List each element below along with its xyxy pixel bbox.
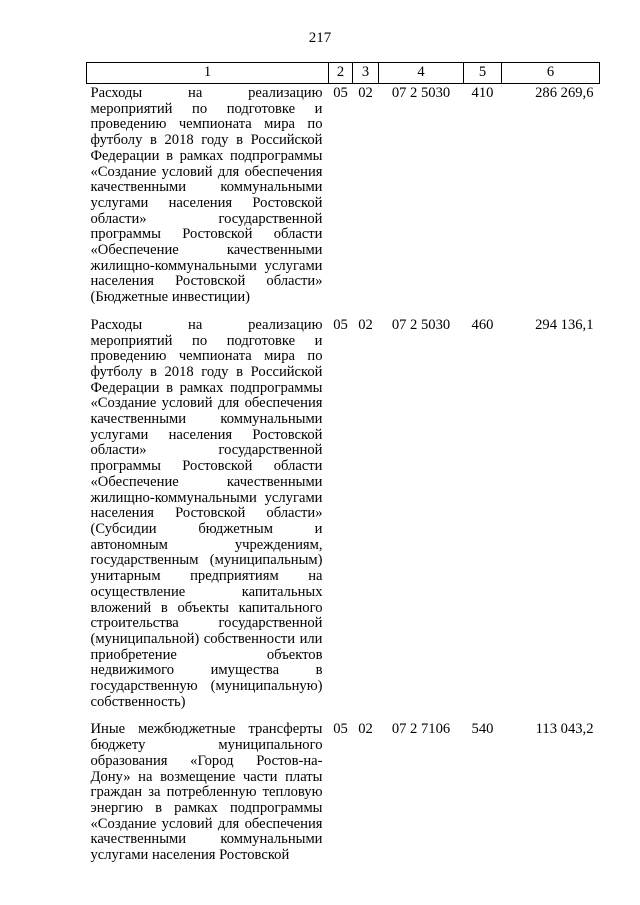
table-row [87,720,600,873]
table-row [87,316,600,721]
row-target-code: 07 2 5030 [391,85,451,101]
column-header-6: 6 [502,63,600,84]
column-header-1: 1 [87,63,329,84]
row-section-code: 05 [333,721,348,738]
row-expense-type-code: 540 [471,721,494,738]
row-amount: 113 043,2 [535,721,594,738]
row-description: Расходы на реализацию мероприятий по подготовке и проведению чемпионата мира по футболу в 2018 году в Российской Федерации в рамках подпрограммы «Создание условий для обеспечения качественными коммунальными услугами населения Ростовской области» государственной программы Ростовской области «Обеспечение качественными жилищно-коммунальными услугами населения Ростовской области» (Бюджетные инвестиции) [90,85,323,306]
table-header-row [87,63,600,84]
row-expense-type-code: 410 [471,85,494,101]
column-header-5: 5 [464,63,502,84]
budget-table [86,62,600,874]
row-subsection-code: 02 [358,316,373,333]
row-subsection-code: 02 [358,721,373,738]
table-row [87,84,600,316]
column-header-2: 2 [329,63,353,84]
row-amount: 294 136,1 [535,316,594,333]
column-header-3: 3 [353,63,379,84]
row-description: Иные межбюджетные трансферты бюджету муниципального образования «Город Ростов-на-Дону» на возмещение части платы граждан за потребленную тепловую энергию в рамках подпрограммы «Создание условий для обеспечения качественными коммунальными услугами населения Ростовской [90,721,323,864]
row-amount: 286 269,6 [535,85,594,101]
row-subsection-code: 02 [358,85,373,101]
page-number: 217 [308,30,332,46]
column-header-4: 4 [379,63,464,84]
row-target-code: 07 2 7106 [391,721,451,738]
row-expense-type-code: 460 [471,316,494,333]
row-section-code: 05 [333,316,348,333]
row-section-code: 05 [333,85,348,101]
row-target-code: 07 2 5030 [391,316,451,333]
row-description: Расходы на реализацию мероприятий по подготовке и проведению чемпионата мира по футболу в 2018 году в Российской Федерации в рамках подпрограммы «Создание условий для обеспечения качественными коммунальными услугами населения Ростовской области» государственной программы Ростовской области «Обеспечение качественными жилищно-коммунальными услугами населения Ростовской области» (Субсидии бюджетным и автономным учреждениям, государственным (муниципальным) унитарным предприятиям на осуществление капитальных вложений в объекты капитального строительства государственной (муниципальной) собственности или приобретение объектов недвижимого имущества в государственную (муниципальную) собственность) [90,316,323,710]
